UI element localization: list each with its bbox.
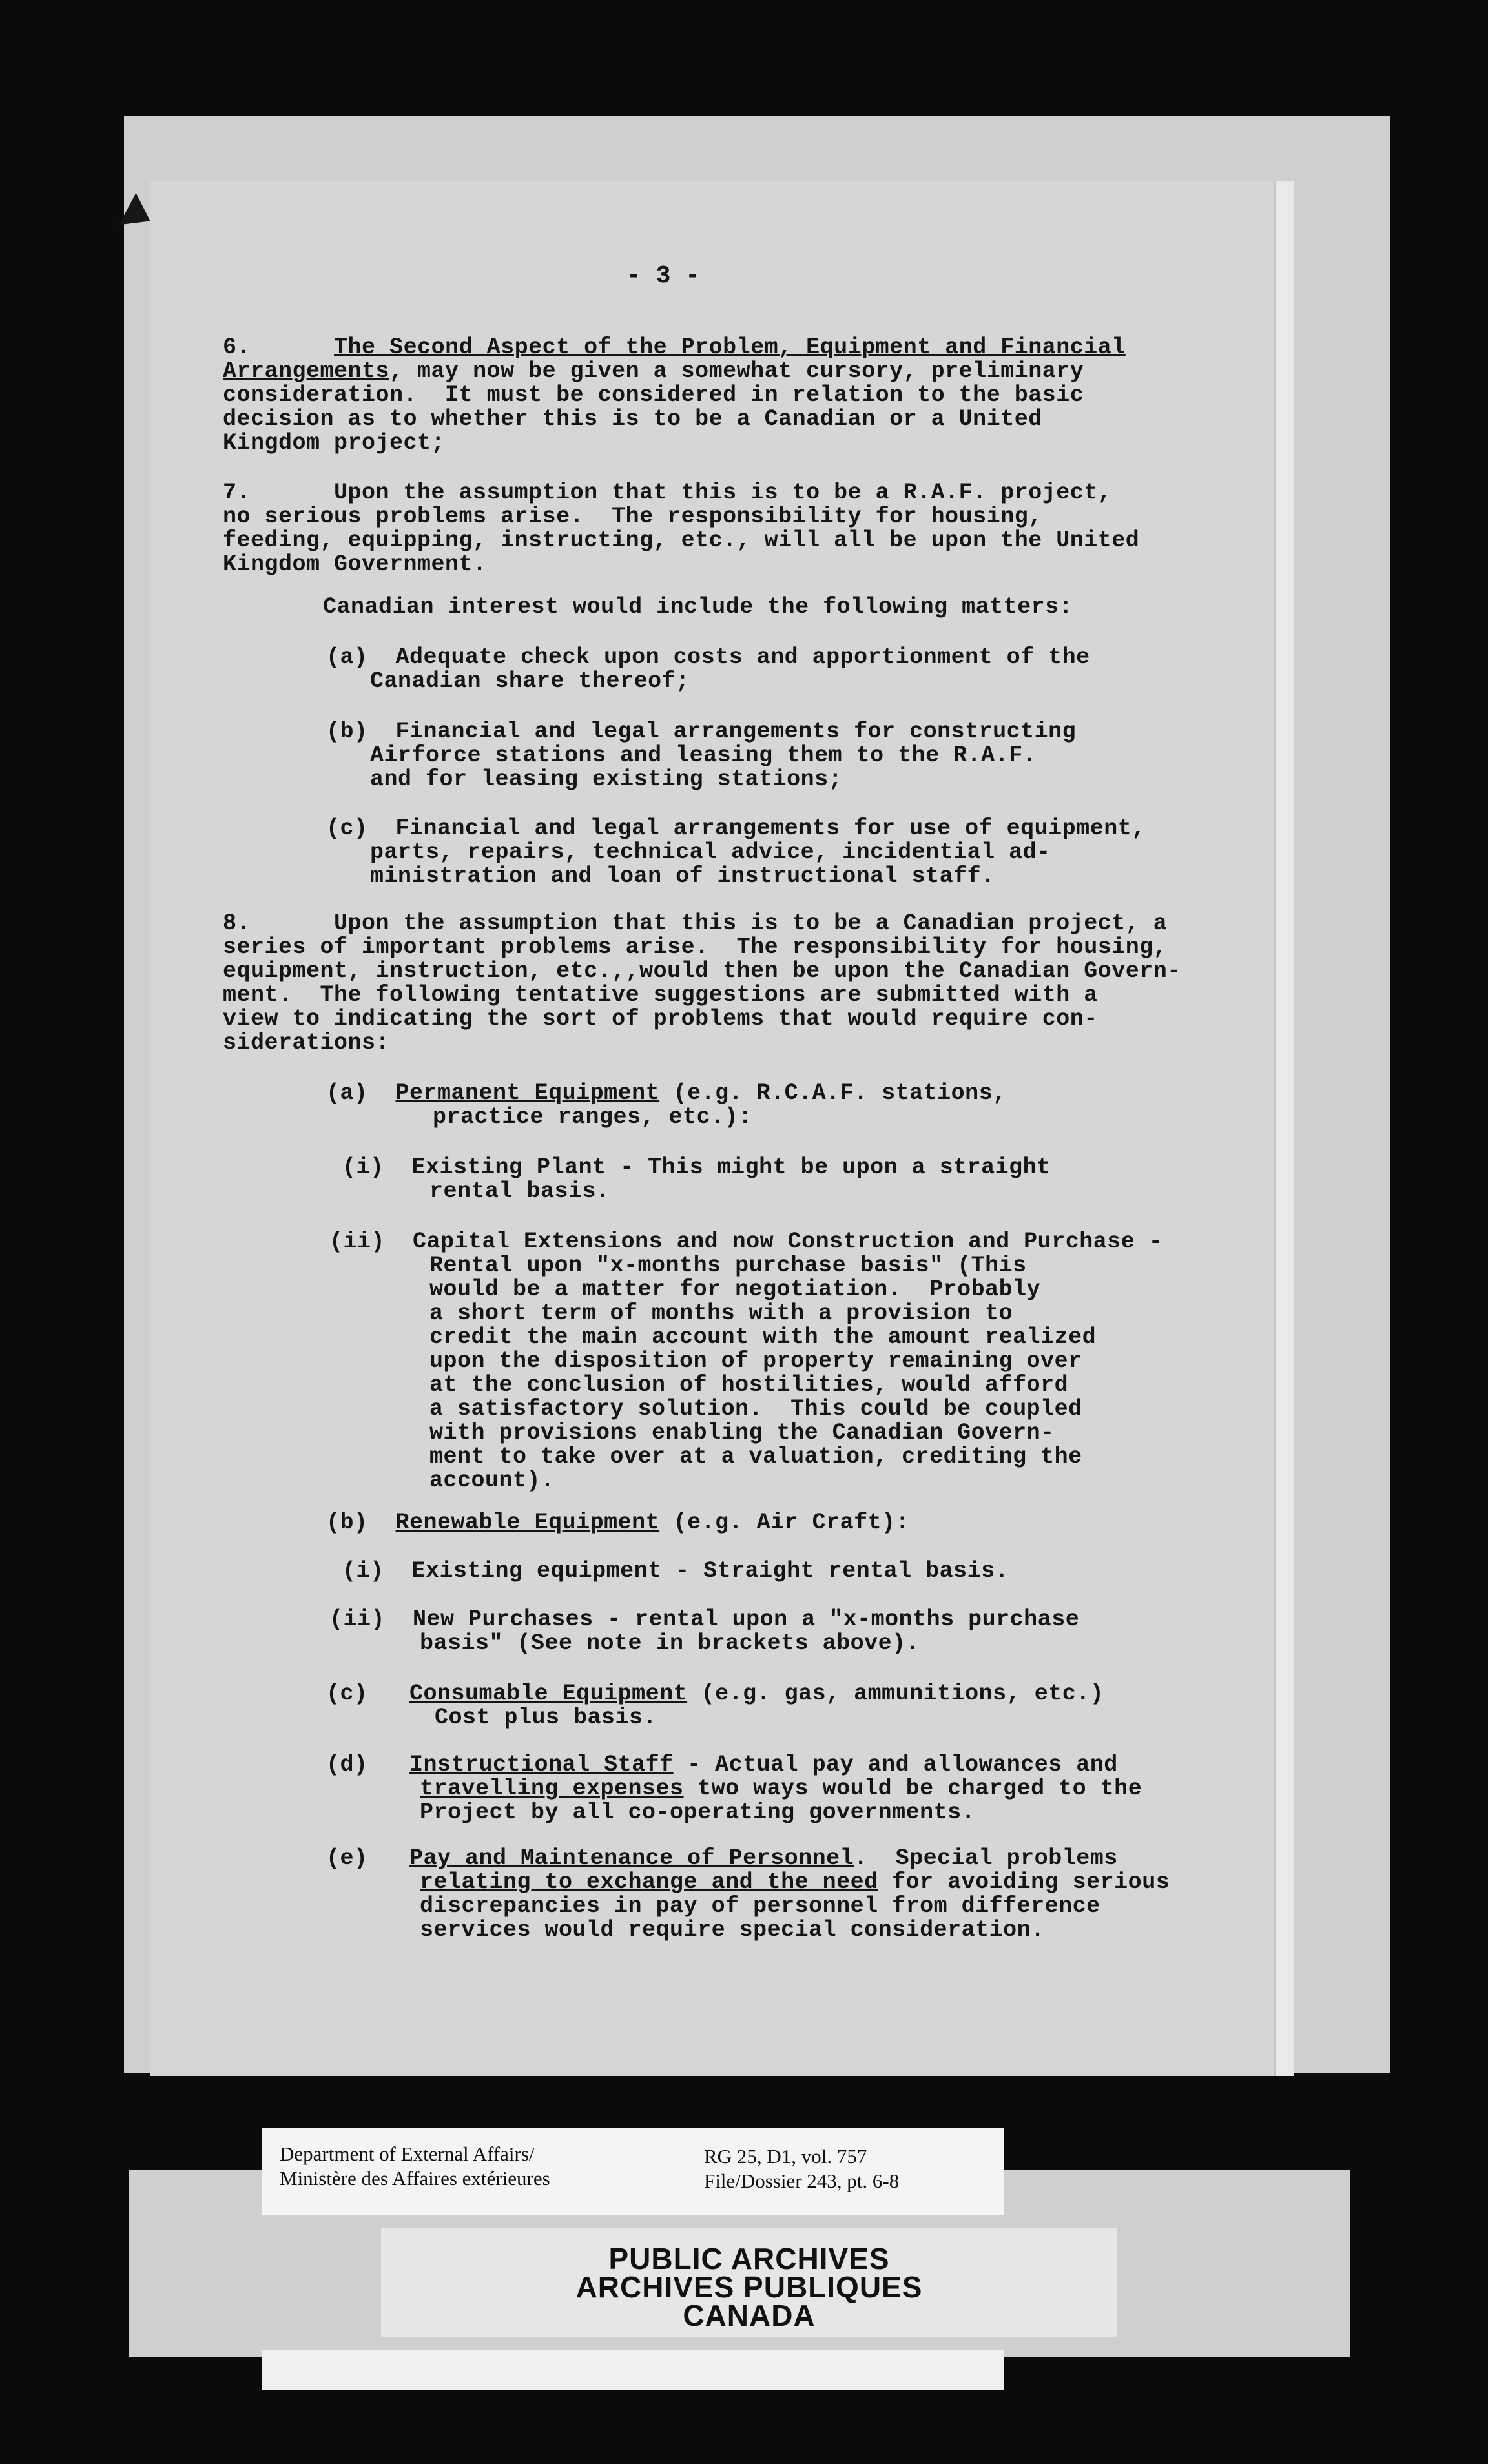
stamp-line-2: ARCHIVES PUBLIQUES (575, 2270, 923, 2304)
file-dossier: File/Dossier 243, pt. 6-8 (704, 2170, 900, 2192)
paragraph-8: 8. Upon the assumption that this is to be a Canadian project, a series of important problems arise. The responsibility for housing, equipment, instruction, etc.,,would then be upon the Canadian Govern- ment. The following tentative suggestions are submitted with a view to indicating the sort of problems that would require con- siderations: (223, 910, 1181, 1056)
para7-line2: no serious problems arise. The responsibility for housing, (223, 504, 1042, 529)
section-b-ii: (ii) New Purchases - rental upon a "x-months purchase basis" (See note in brackets above). (329, 1607, 1080, 1656)
para7-item-a: (a) Adequate check upon costs and apportionment of the Canadian share thereof; (326, 644, 1090, 694)
para6-line2: , may now be given a somewhat cursory, preliminary (389, 358, 1084, 384)
record-group: RG 25, D1, vol. 757 (704, 2145, 867, 2168)
para7-intro: Canadian interest would include the following matters: (323, 594, 1073, 620)
department-en: Department of External Affairs/ (280, 2142, 535, 2165)
para7-line3: feeding, equipping, instructing, etc., will all be upon the United (223, 528, 1140, 553)
para6-title: The Second Aspect of the Problem, Equipment and Financial (334, 334, 1126, 360)
paragraph-7 (223, 481, 1139, 577)
section-b-title: Renewable Equipment (395, 1510, 660, 1535)
section-c-title: Consumable Equipment (409, 1681, 688, 1707)
section-c: (c) Consumable Equipment (e.g. gas, ammunitions, etc.) Cost plus basis. (326, 1681, 1104, 1730)
section-e: (e) Pay and Maintenance of Personnel. Special problems relating to exchange and the need for avoiding serious discrepancies in pay of personnel from difference services would require special consideration. (326, 1845, 1170, 1943)
section-a-ii: (ii) Capital Extensions and now Construction and Purchase - Rental upon "x-months purchase basis" (This would be a matter for negotiation. Probably a short term of months with a provision to credit the main account with the amount realized upon the disposition of property remaining over at the conclusion of hostilities, would afford a satisfactory solution. This could be coupled with provisions enabling the Canadian Govern- ment to take over at a valuation, crediting the account). (329, 1229, 1163, 1494)
page-edge (1276, 181, 1294, 2076)
para6-title-cont: Arrangements (223, 358, 390, 384)
para7-line1: 7. Upon the assumption that this is to be a R.A.F. project, (223, 480, 1112, 506)
para7-line4: Kingdom Government. (223, 551, 487, 577)
para6-num: 6. (223, 334, 251, 360)
section-a-title: Permanent Equipment (395, 1080, 660, 1106)
section-b-i: (i) Existing equipment - Straight rental basis. (342, 1558, 1009, 1584)
section-e-title: Pay and Maintenance of Personnel (409, 1845, 854, 1871)
section-a-i: (i) Existing Plant - This might be upon a straight rental basis. (342, 1155, 1051, 1204)
para7-item-b: (b) Financial and legal arrangements for constructing Airforce stations and leasing them to the R.A.F. and for leasing existing stations; (326, 719, 1077, 792)
stamp-line-3: CANADA (683, 2299, 816, 2332)
para6-line5: Kingdom project; (223, 430, 446, 456)
stamp-line-1: PUBLIC ARCHIVES (608, 2242, 890, 2275)
paragraph-6 (223, 336, 1126, 455)
archives-stamp (381, 2244, 1117, 2330)
para6-line3: consideration. It must be considered in relation to the basic (223, 382, 1084, 408)
section-d-title: Instructional Staff (409, 1752, 674, 1778)
section-a: (a) Permanent Equipment (e.g. R.C.A.F. stations, practice ranges, etc.): (326, 1080, 1007, 1130)
archive-reference-card-visible (262, 2128, 1004, 2215)
section-b: (b) Renewable Equipment (e.g. Air Craft): (326, 1510, 910, 1535)
department-fr: Ministère des Affaires extérieures (280, 2167, 550, 2190)
para7-item-c: (c) Financial and legal arrangements for use of equipment, parts, repairs, technical advice, incidential ad- ministration and loan of instructional staff. (326, 816, 1146, 889)
bottom-strip (262, 2350, 1004, 2390)
page-number: - 3 - (626, 262, 701, 290)
section-d: (d) Instructional Staff - Actual pay and allowances and travelling expenses two ways would be charged to the Project by all co-operating governments. (326, 1752, 1142, 1825)
para6-line4: decision as to whether this is to be a Canadian or a United (223, 406, 1042, 432)
